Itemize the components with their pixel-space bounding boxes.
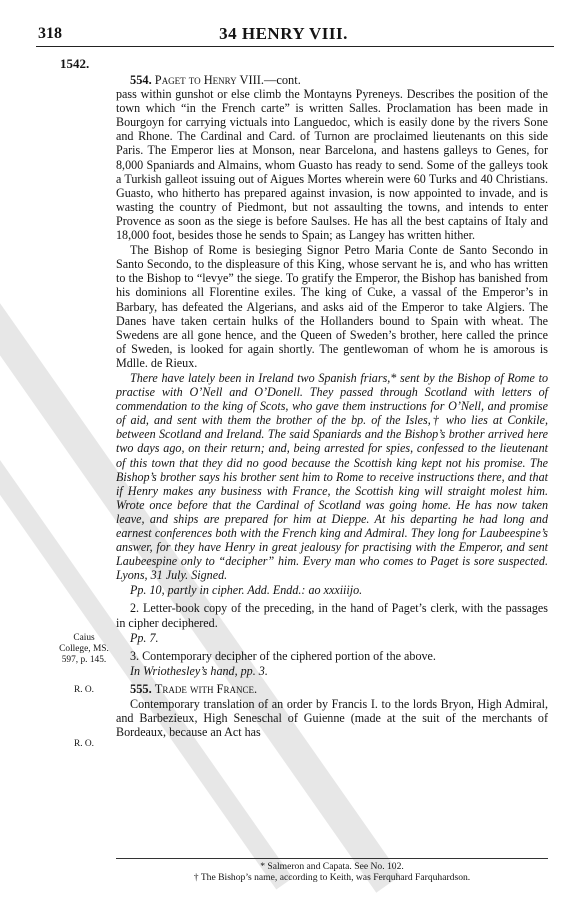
item-3-hand: In Wriothesley’s hand, pp. 3. (130, 663, 268, 678)
footnote-dagger: † The Bishop’s name, according to Keith, was Ferquhard Farquhardson. (193, 872, 471, 884)
footnote-star: * Salmeron and Capata. See No. 102. (260, 861, 404, 872)
item-2: 2. Letter-book copy of the preceding, in the hand of Paget’s clerk, with the passages in cipher deciphered. (116, 601, 548, 630)
description: Pp. 10, partly in cipher. Add. Endd.: ao xxxiiijo. (130, 583, 363, 598)
margin-note-caius: Caius College, MS. 597, p. 145. (59, 633, 109, 665)
footnotes (116, 858, 548, 884)
paragraph-summary-italic: There have lately been in Ireland two Spanish friars,* sent by the Bishop of Rome to practise with O’Nell and O’Donell. They passed through Scotland with letters of commendation to the king of Scots, who gave them instructions for O’Nell, and promise of aid, and sent with them the brother of the bp. of the Isles,† who lies at Conkile, between Scotland and Ireland. The said Spaniards and the Bishop’s brother arrived here two days ago, on their return; and, being arrested for spies, confessed to the lieutenant of this town that they did no good because the Scottish king kept not his promise. The Bishop’s brother says his brother sent him to Rome to receive instructions there, and that if Henry makes any business with France, the Scottish king will straight molest him. Wrote once before that the Cardinal of Scotland was going home. He has now taken leave, and ships are prepared for him at Dieppe. At his departing he had long and earnest conferences both with the French king and Admiral. They long for Laubeespine’s answer, for they have Henry in great jealousy for practising with the Emperor, and sent Laubeespine only to “decipher” him. Every man who comes to Paget is sore suspected. Lyons, 31 July. Signed. (116, 370, 548, 583)
main-text (116, 73, 548, 739)
entry-title: Trade with France. (154, 681, 258, 696)
paragraph: pass within gunshot or else climb the Montayns Pyreneys. Describes the position of the town which “in the French carte” is written Salles. Proclamation has been made in Bourgoyn for carrying victuals into Languedoc, which is easily done by the rivers Sone and Rhone. The Cardinal and Card. of Turnon are proclaimed lieutenants on this side Paris. The Emperor lies at Monson, near Barcelona, and hastens galleys to Genes, for 8,000 Spaniards and Almains, whom Guasto has ready to send. Some of the galleys took a Turkish galleot issuing out of Aigues Mortes wherein were 60 Turks and 40 Christians. Guasto, who hitherto has prepared against invasion, is now appointed to invade, and is wasting the country of Piedmont, but not assaulting the towns, and intends to enter Provence as soon as the siege is before Saulses. He has all the best captains of Italy and 18,000 foot, besides those he sends to Spain; as Langey has written hither. (116, 87, 548, 243)
entry-555-heading (116, 682, 548, 696)
entry-number: 554. (130, 73, 152, 87)
header-rule (36, 46, 554, 47)
margin-note-ro: R. O. (73, 685, 95, 695)
margin-note-ro: R. O. (73, 739, 95, 749)
page-number: 318 (38, 25, 62, 42)
entry-number: 555. (130, 681, 152, 696)
paragraph: The Bishop of Rome is besieging Signor Petro Maria Conte de Santo Secondo in Santo Secondo, to the displeasure of this King, whose servant he is, and who has written to the Bishop to “levye” the siege. To gratify the Emperor, the Bishop has banished from his dominions all Florentine exiles. The king of Cuke, a vassal of the Emperor’s in Barbary, has defeated the Algerians, and asks aid of the Emperor to take Algiers. The Danes have taken certain hulks of the Hollanders bound to Spain with wheat. The Swedens are all gone hence, and the Queen of Sweden’s brother, here called the prince of Sweden, is looked for again shortly. The gentlewoman of whom he is amorous is Mdlle. de Rieux. (116, 243, 548, 370)
item-2-pages: Pp. 7. (130, 630, 159, 645)
entry-cont: —cont. (263, 73, 301, 87)
paragraph: Contemporary translation of an order by Francis I. to the lords Bryon, High Admiral, and Barbezieux, High Seneschal of Guienne (made at the suit of the merchants of Bordeaux, because an Act has (116, 697, 548, 740)
running-title: 34 HENRY VIII. (219, 24, 348, 43)
entry-554-heading (116, 73, 548, 87)
year-label: 1542. (60, 56, 90, 71)
item-3: 3. Contemporary decipher of the ciphered portion of the above. (130, 648, 436, 663)
entry-title: Paget to Henry VIII. (154, 73, 264, 87)
